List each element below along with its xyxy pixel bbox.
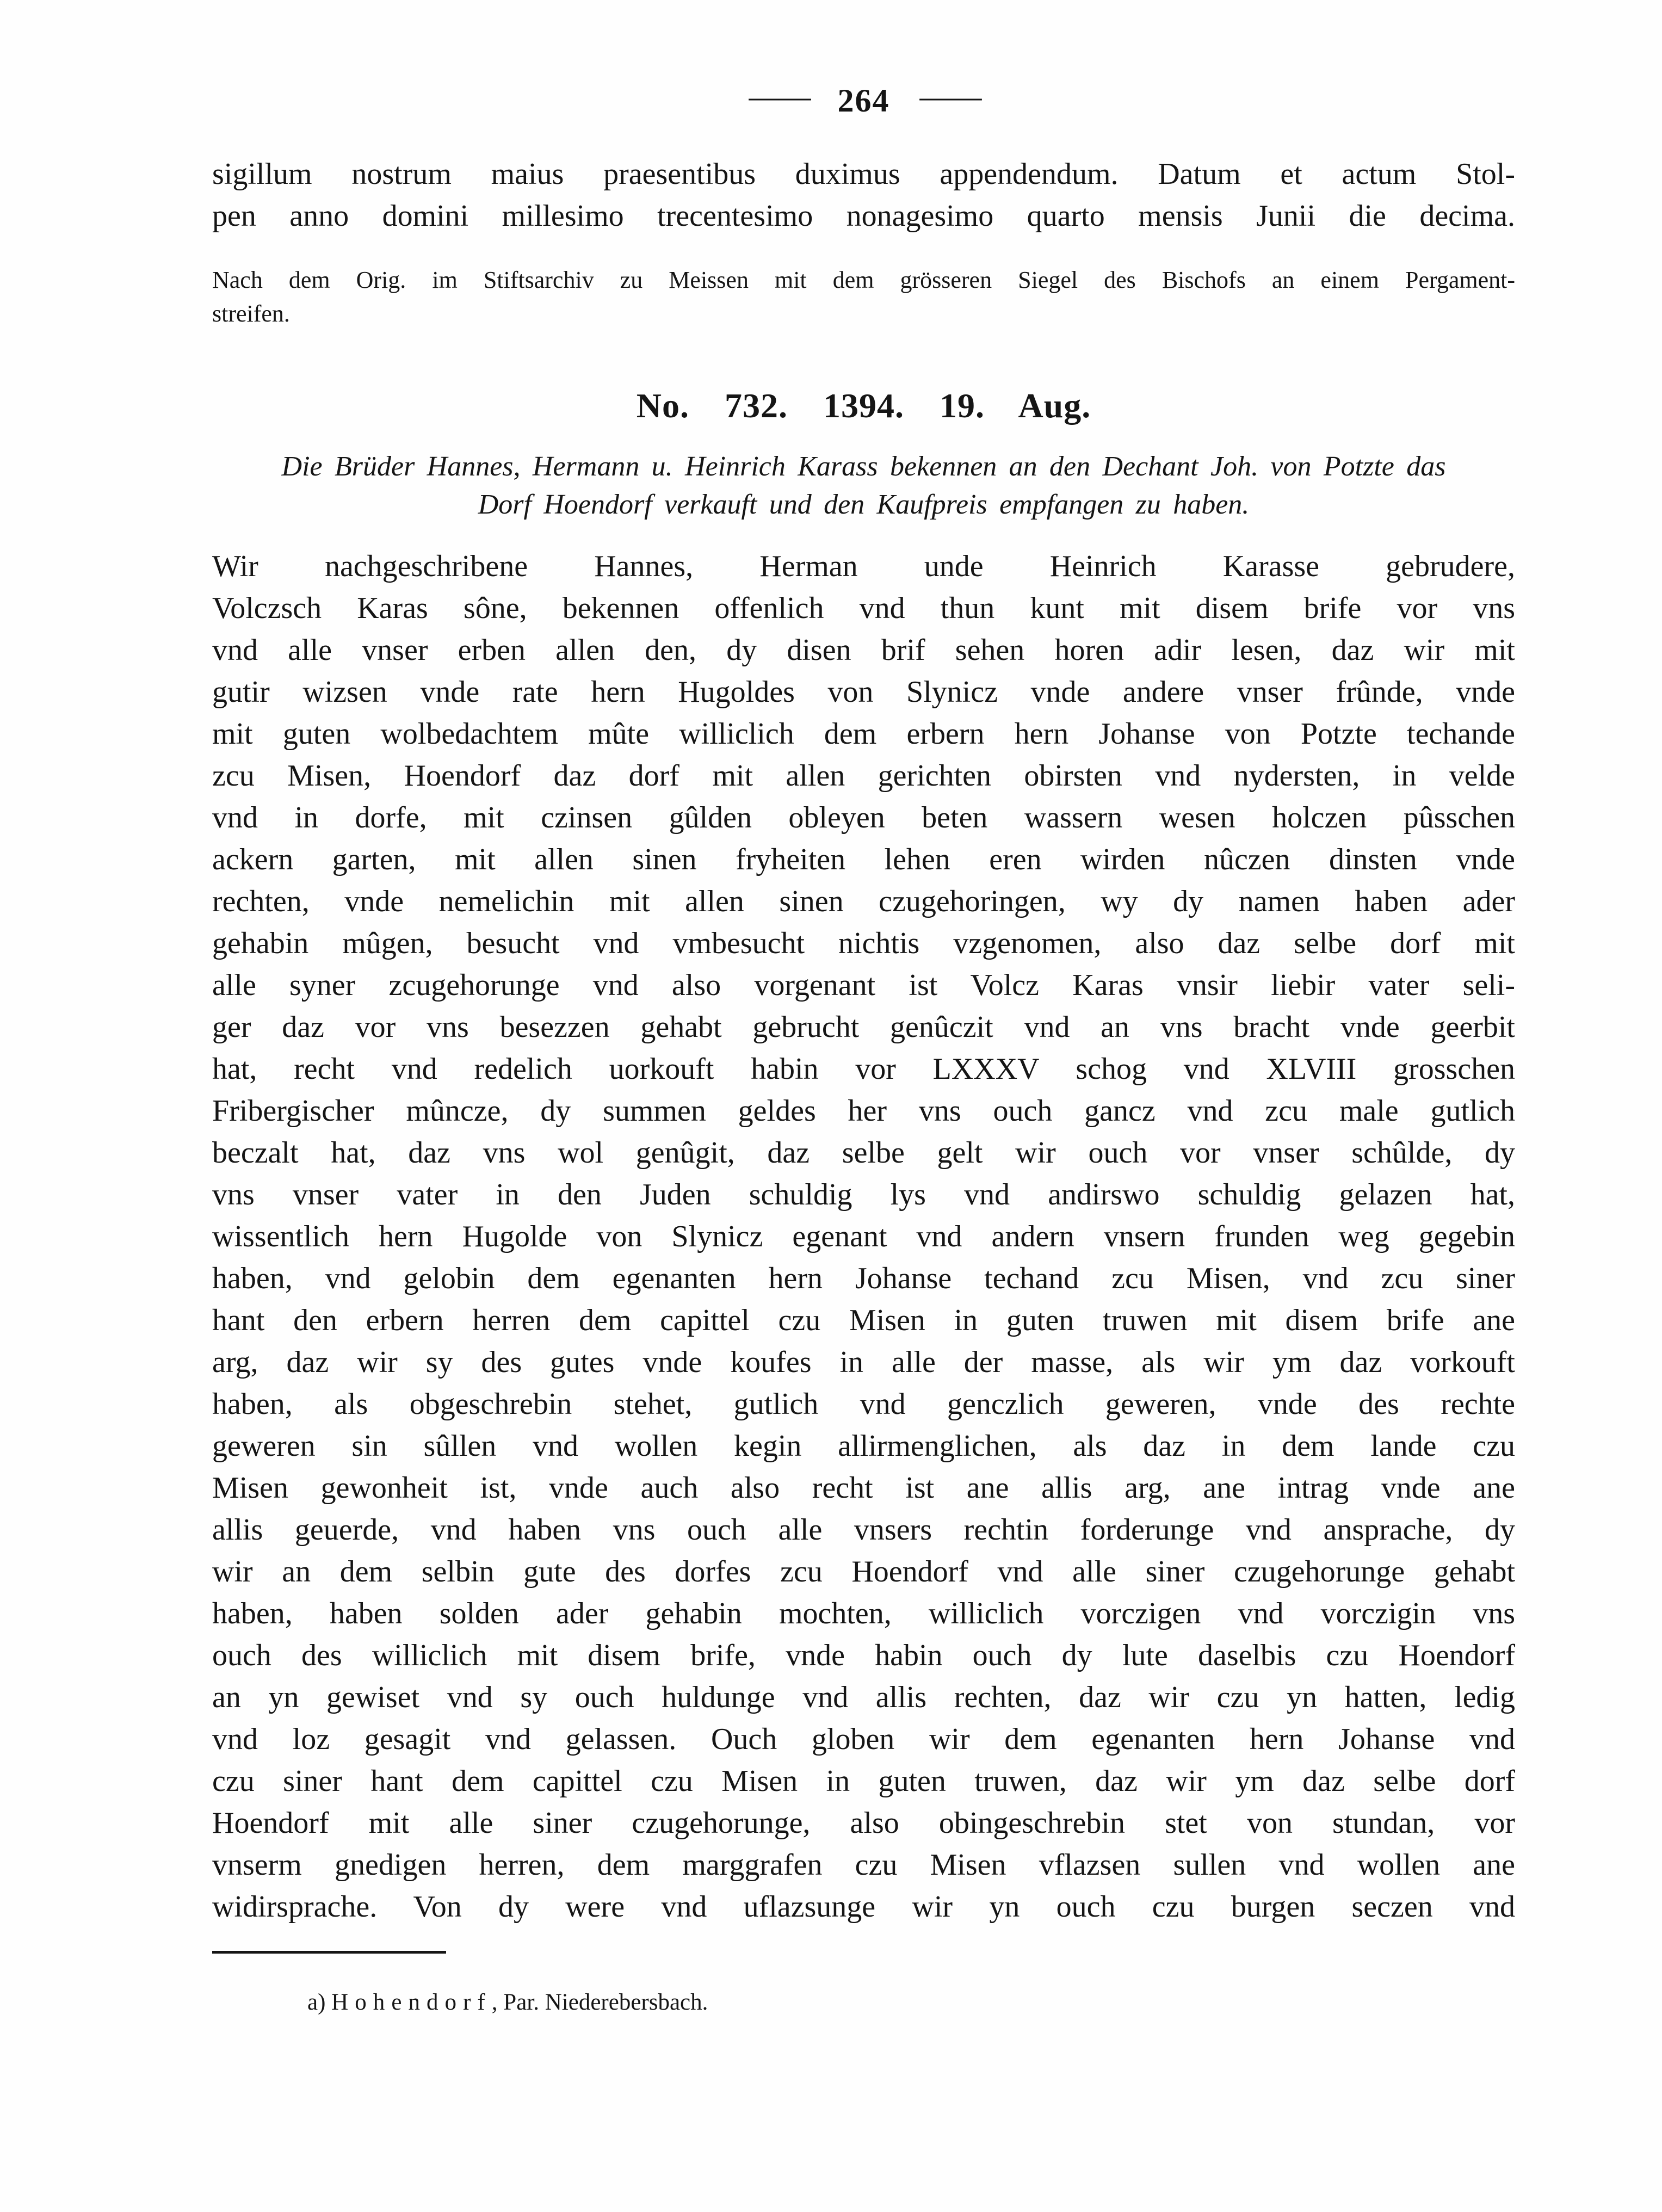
entry-summary bbox=[212, 448, 1515, 524]
body-line: alle syner zcugehorunge vnd also vorgenant ist Volcz Karas vnsir liebir vater seli- bbox=[212, 968, 1515, 1002]
text-line: pen anno domini millesimo trecentesimo nonagesimo quarto mensis Junii die decima. bbox=[212, 199, 1515, 233]
body-line: arg, daz wir sy des gutes vnde koufes in alle der masse, als wir ym daz vorkouft bbox=[212, 1345, 1515, 1379]
body-line: czu siner hant dem capittel czu Misen in guten truwen, daz wir ym daz selbe dorf bbox=[212, 1764, 1515, 1798]
body-line: Fribergischer mûncze, dy summen geldes her vns ouch gancz vnd zcu male gutlich bbox=[212, 1094, 1515, 1128]
body-line: gehabin mûgen, besucht vnd vmbesucht nichtis vzgenomen, also daz selbe dorf mit bbox=[212, 926, 1515, 960]
entry-body bbox=[212, 546, 1515, 1928]
body-line: wissentlich hern Hugolde von Slynicz egenant vnd andern vnsern frunden weg gegebin bbox=[212, 1220, 1515, 1253]
body-line: geweren sin sûllen vnd wollen kegin allirmenglichen, als daz in dem lande czu bbox=[212, 1429, 1515, 1463]
footnote-place: Hohendorf bbox=[331, 1989, 492, 2015]
body-line: Wir nachgeschribene Hannes, Herman unde Heinrich Karasse gebrudere, bbox=[212, 549, 1515, 583]
body-line: haben, vnd gelobin dem egenanten hern Johanse techand zcu Misen, vnd zcu siner bbox=[212, 1262, 1515, 1295]
page-header bbox=[212, 78, 1515, 120]
body-line: haben, haben solden ader gehabin mochten, williclich vorczigen vnd vorczigin vns bbox=[212, 1597, 1515, 1630]
body-line: rechten, vnde nemelichin mit allen sinen czugehoringen, wy dy namen haben ader bbox=[212, 885, 1515, 918]
text-line: sigillum nostrum maius praesentibus duximus appendendum. Datum et actum Stol- bbox=[212, 157, 1515, 191]
body-line: vns vnser vater in den Juden schuldig lys vnd andirswo schuldig gelazen hat, bbox=[212, 1178, 1515, 1212]
page-number: 264 bbox=[837, 83, 890, 119]
body-line: Misen gewonheit ist, vnde auch also recht ist ane allis arg, ane intrag vnde ane bbox=[212, 1471, 1515, 1505]
intro-paragraph bbox=[212, 153, 1515, 237]
body-line: vnserm gnedigen herren, dem marggrafen czu Misen vflazsen sullen vnd wollen ane bbox=[212, 1848, 1515, 1882]
footnote-separator bbox=[212, 1951, 446, 1954]
footnote-rest: , Par. Niederebersbach. bbox=[491, 1989, 708, 2015]
body-line: vnd in dorfe, mit czinsen gûlden obleyen beten wassern wesen holczen pûsschen bbox=[212, 801, 1515, 835]
body-line: gutir wizsen vnde rate hern Hugoldes von Slynicz vnde andere vnser frûnde, vnde bbox=[212, 675, 1515, 709]
body-line: vnd loz gesagit vnd gelassen. Ouch globen wir dem egenanten hern Johanse vnd bbox=[212, 1722, 1515, 1756]
body-line: Hoendorf mit alle siner czugehorunge, also obingeschrebin stet von stundan, vor bbox=[212, 1806, 1515, 1840]
body-line: ouch des williclich mit disem brife, vnde habin ouch dy lute daselbis czu Hoendorf bbox=[212, 1639, 1515, 1672]
source-note bbox=[212, 263, 1515, 331]
header-dash-left: —— bbox=[749, 78, 808, 114]
body-line: mit guten wolbedachtem mûte williclich dem erbern hern Johanse von Potzte techande bbox=[212, 717, 1515, 751]
note-line: streifen. bbox=[212, 300, 290, 327]
body-line: beczalt hat, daz vns wol genûgit, daz selbe gelt wir ouch vor vnser schûlde, dy bbox=[212, 1136, 1515, 1170]
body-line: ger daz vor vns besezzen gehabt gebrucht genûczit vnd an vns bracht vnde geerbit bbox=[212, 1010, 1515, 1044]
body-line: widirsprache. Von dy were vnd uflazsunge wir yn ouch czu burgen seczen vnd bbox=[212, 1890, 1515, 1924]
footnote-label: a) bbox=[307, 1989, 326, 2015]
body-line: hat, recht vnd redelich uorkouft habin vor LXXXV schog vnd XLVIII grosschen bbox=[212, 1052, 1515, 1086]
footnote bbox=[212, 1987, 1515, 2018]
body-line: an yn gewiset vnd sy ouch huldunge vnd allis rechten, daz wir czu yn hatten, ledig bbox=[212, 1680, 1515, 1714]
body-line: ackern garten, mit allen sinen fryheiten lehen eren wirden nûczen dinsten vnde bbox=[212, 843, 1515, 876]
body-line: wir an dem selbin gute des dorfes zcu Hoendorf vnd alle siner czugehorunge gehabt bbox=[212, 1555, 1515, 1589]
note-line: Nach dem Orig. im Stiftsarchiv zu Meissen mit dem grösseren Siegel des Bischofs an einem Pergament- bbox=[212, 267, 1515, 293]
body-line: haben, als obgeschrebin stehet, gutlich vnd genczlich geweren, vnde des rechte bbox=[212, 1387, 1515, 1421]
summary-line: Dorf Hoendorf verkauft und den Kaufpreis empfangen zu haben. bbox=[478, 489, 1250, 520]
summary-line: Die Brüder Hannes, Hermann u. Heinrich Karass bekennen an den Dechant Joh. von Potzte das bbox=[281, 451, 1446, 482]
body-line: Volczsch Karas sône, bekennen offenlich vnd thun kunt mit disem brife vor vns bbox=[212, 591, 1515, 625]
body-line: allis geuerde, vnd haben vns ouch alle vnsers rechtin forderunge vnd ansprache, dy bbox=[212, 1513, 1515, 1547]
entry-heading: No. 732. 1394. 19. Aug. bbox=[636, 386, 1091, 425]
body-line: vnd alle vnser erben allen den, dy disen brif sehen horen adir lesen, daz wir mit bbox=[212, 633, 1515, 667]
body-line: hant den erbern herren dem capittel czu Misen in guten truwen mit disem brife ane bbox=[212, 1303, 1515, 1337]
header-dash-right: —— bbox=[919, 78, 979, 114]
body-line: zcu Misen, Hoendorf daz dorf mit allen gerichten obirsten vnd nydersten, in velde bbox=[212, 759, 1515, 793]
